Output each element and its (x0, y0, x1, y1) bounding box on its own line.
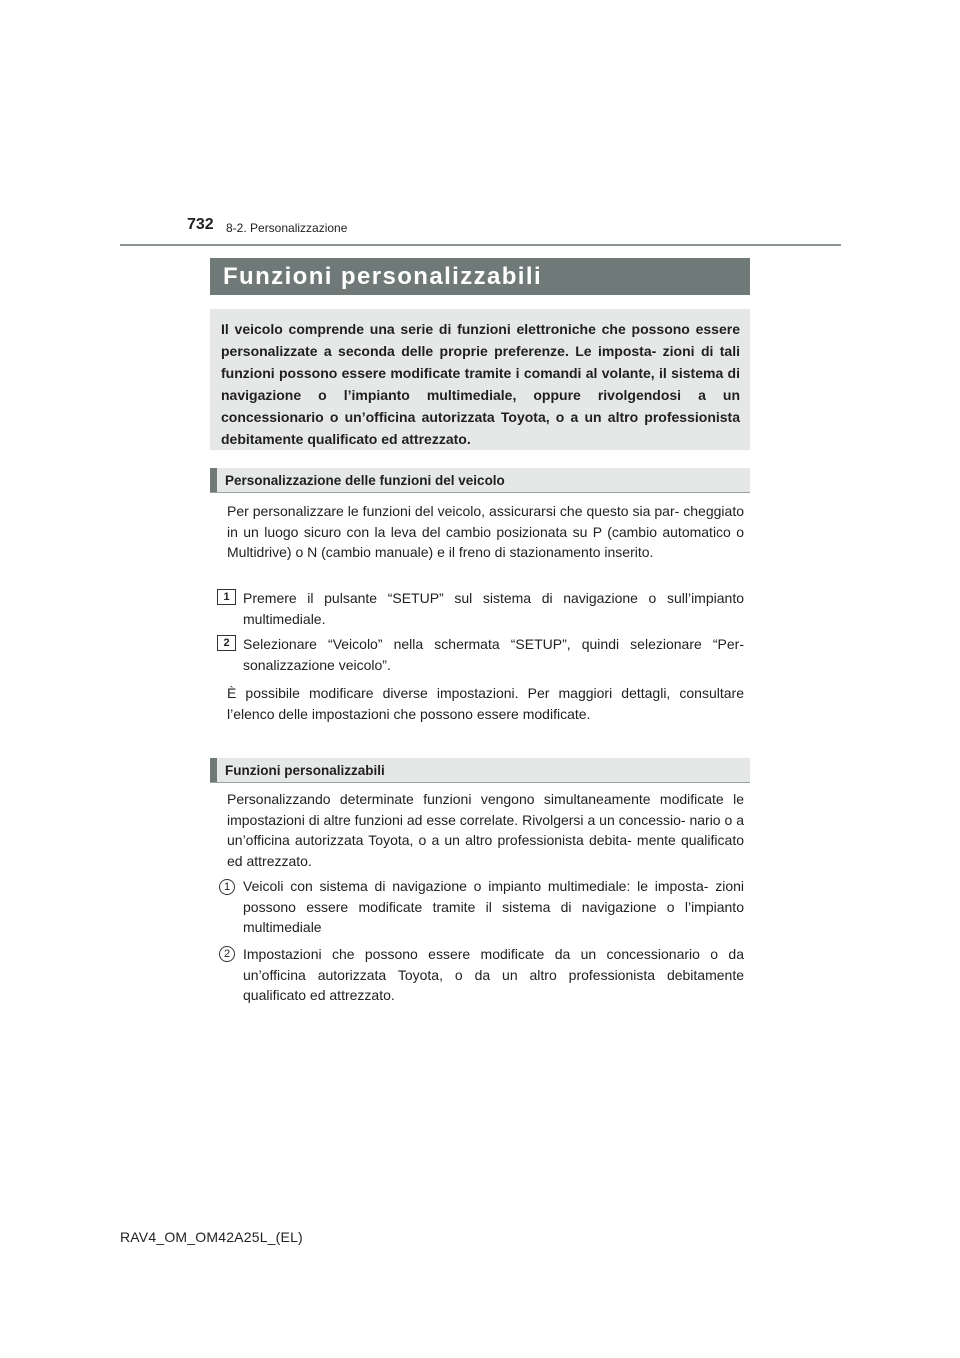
item-text-1: Veicoli con sistema di navigazione o impianto multimediale: le imposta- zioni possono essere modificate tramite il sistema di navigazione o l’impianto multimediale (243, 878, 744, 935)
page-title-bar (210, 258, 750, 295)
section-heading-label: Personalizzazione delle funzioni del veicolo (225, 473, 505, 488)
step-text-2: Selezionare “Veicolo” nella schermata “SETUP”, quindi selezionare “Per- sonalizzazione veicolo”. (243, 636, 744, 673)
item-text-2: Impostazioni che possono essere modificate da un concessionario o da un’officina autorizzata Toyota, o da un altro professionista debitamente qualificato ed attrezzato. (243, 946, 744, 1003)
page-title: Funzioni personalizzabili (223, 263, 543, 290)
section-heading-label: Funzioni personalizzabili (225, 763, 385, 778)
section1-note: È possibile modificare diverse impostazioni. Per maggiori dettagli, consultare l’elenco delle impostazioni che possono essere modificate. (227, 685, 744, 722)
breadcrumb: 8-2. Personalizzazione (226, 221, 348, 235)
section-accent (210, 758, 217, 782)
section-accent (210, 468, 217, 492)
item-number-2: 2 (219, 946, 235, 962)
section2-paragraph: Personalizzando determinate funzioni vengono simultaneamente modificate le impostazioni di altre funzioni ad esse correlate. Rivolgersi a un concessio- nario o a un’officina autorizzata Toyota, o a un altro professionista debita- mente qualificato ed attrezzato. (227, 791, 744, 869)
section-heading-vehicle-customization (210, 468, 750, 493)
step-number-1: 1 (217, 589, 236, 605)
footer-document-code: RAV4_OM_OM42A25L_(EL) (120, 1229, 303, 1245)
section-heading-customizable-functions (210, 758, 750, 783)
page-number: 732 (187, 216, 214, 233)
step-text-1: Premere il pulsante “SETUP” sul sistema di navigazione o sull’impianto multimediale. (243, 590, 744, 627)
header-divider (120, 244, 841, 246)
step-number-2: 2 (217, 635, 236, 651)
intro-box (210, 309, 750, 450)
intro-text: Il veicolo comprende una serie di funzioni elettroniche che possono essere personalizzate a seconda delle proprie preferenze. Le imposta- zioni di tali funzioni possono essere modificate tramite i comandi al volante, il sistema di navigazione o l’impianto multimediale, oppure rivolgendosi a un concessionario o un’officina autorizzata Toyota, o a un altro professionista debitamente qualificato ed attrezzato. (221, 321, 740, 447)
section1-paragraph: Per personalizzare le funzioni del veicolo, assicurarsi che questo sia par- cheggiato in un luogo sicuro con la leva del cambio posizionata su P (cambio automatico o Multidrive) o N (cambio manuale) e il freno di stazionamento inserito. (227, 503, 744, 560)
item-number-1: 1 (219, 879, 235, 895)
